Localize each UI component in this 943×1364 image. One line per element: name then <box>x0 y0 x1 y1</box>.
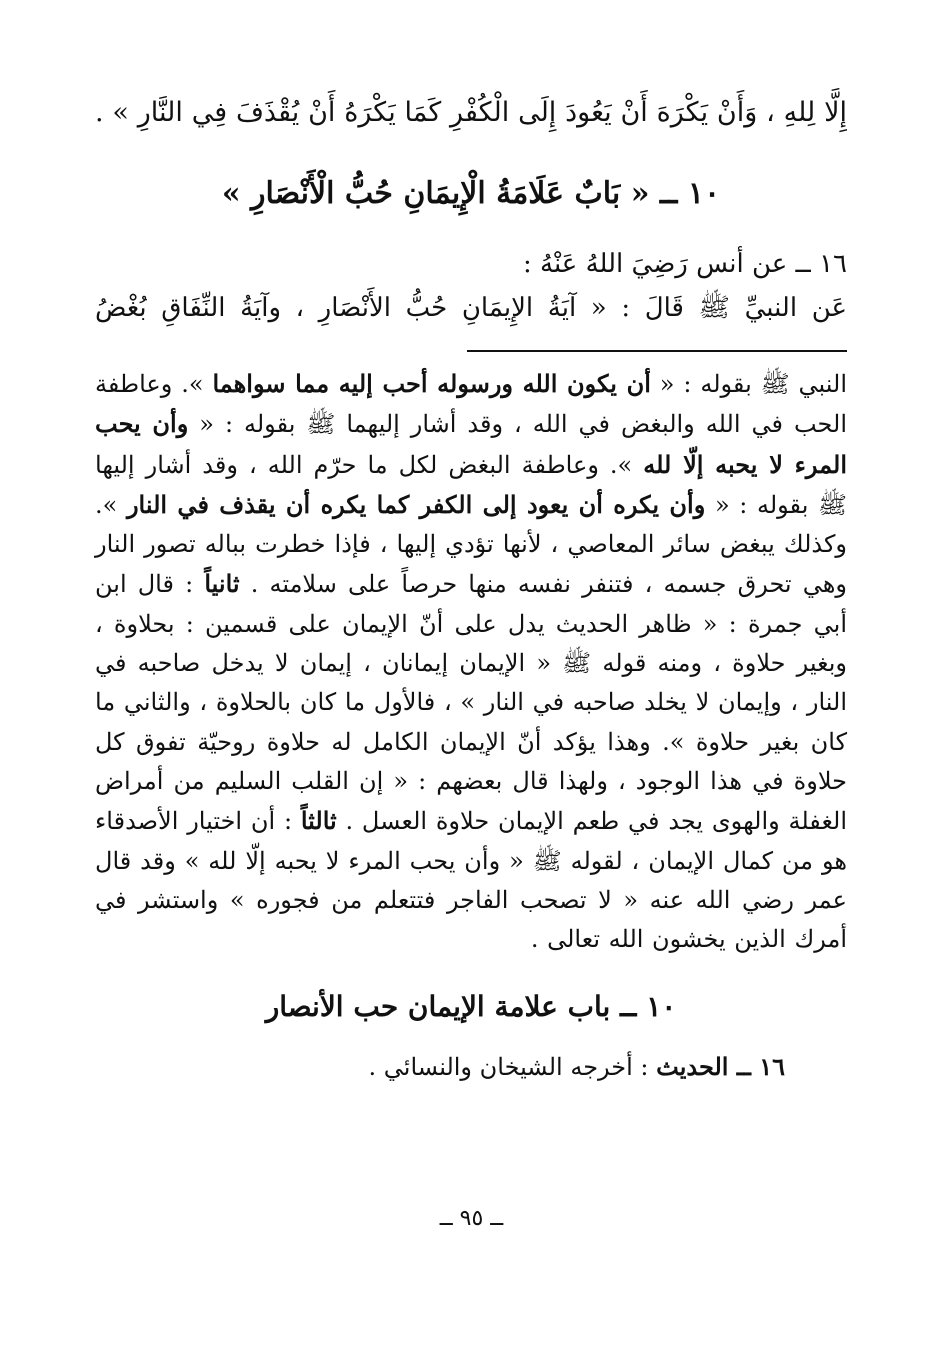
chapter-title: ١٠ ــ « بَابٌ عَلَامَةُ الْإِيمَانِ حُبُّ الْأَنْصَارِ » <box>221 176 721 211</box>
source-label: ١٦ ــ الحديث <box>656 1052 785 1082</box>
hadith-source-line <box>95 1045 847 1089</box>
commentary-heading-third: ثالثاً <box>300 806 337 836</box>
footnote-divider <box>467 350 847 352</box>
commentary-text: ». وكذلك يبغض سائر المعاصي ، لأنها تؤدي إليها ، فإذا خطرت بباله تصور النار وهي تحرق جسمه ، فتنفر نفسه منها حرصاً على سلامته . <box>95 490 847 599</box>
commentary-text: النبي ﷺ بقوله : « <box>650 370 847 398</box>
commentary-bold-quote: وأن يكره أن يعود إلى الكفر كما يكره أن يقذف في النار <box>126 489 706 519</box>
page-number: ــ ٩٥ ــ <box>439 1206 504 1231</box>
commentary-text: : أن اختيار الأصدقاء هو من كمال الإيمان ، لقوله ﷺ « وأن يحب المرء لا يحبه إلّا لله » وقد قال عمر رضي الله عنه « لا تصحب الفاجر فتتعلم من فجوره » واستشر في أمرك الذين يخشون الله تعالى . <box>95 807 847 954</box>
source-text: : أخرجه الشيخان والنسائي . <box>368 1053 657 1082</box>
hadith-continuation-line: إِلَّا لِلهِ ، وَأَنْ يَكْرَهَ أَنْ يَعُودَ إِلَى الْكُفْرِ كَمَا يَكْرَهُ أَنْ يُقْذَفَ فِي النَّارِ » . <box>95 97 847 128</box>
section-title: ١٠ ــ باب علامة الإيمان حب الأنصار <box>265 990 677 1024</box>
page-body <box>95 88 847 1089</box>
commentary-bold-quote: أن يكون الله ورسوله أحب إليه مما سواهما <box>212 369 651 398</box>
commentary-text: ». وعاطفة البغض لكل ما حرّم الله ، وقد أشار إليها ﷺ بقوله : « <box>95 450 847 519</box>
commentary-heading-second: ثانياً <box>204 569 240 599</box>
commentary-text: ». وعاطفة الحب في الله والبغض في الله ، وقد أشار إليهما ﷺ بقوله : « <box>95 370 847 439</box>
hadith-narrator-line: ١٦ ــ عن أنس رَضِيَ اللهُ عَنْهُ : <box>523 249 847 279</box>
commentary-paragraph <box>95 364 847 959</box>
commentary-bold-quote: وأن يحب المرء لا يحبه إلّا لله <box>95 409 847 479</box>
hadith-text-line: عَن النبيِّ ﷺ قَالَ : « آيَةُ الإِيمَانِ حُبُّ الأَنْصَارِ ، وآيَةُ النِّفَاقِ بُغْضُ <box>95 293 847 323</box>
commentary-text: : قال ابن أبي جمرة : « ظاهر الحديث يدل على أنّ الإيمان على قسمين : بحلاوة ، وبغير حلاوة ، ومنه قوله ﷺ « الإيمان إيمانان ، إيمان لا يدخل صاحبه في النار ، وإيمان لا يخلد صاحبه في النار » ، فالأول ما كان بالحلاوة ، والثاني ما كان بغير حلاوة ». وهذا يؤكد أنّ الإيمان الكامل له حلاوة روحيّة تفوق كل حلاوة في هذا الوجود ، ولهذا قال بعضهم : « إن القلب السليم من أمراض الغفلة والهوى يجد في طعم الإيمان حلاوة العسل . <box>95 570 848 836</box>
